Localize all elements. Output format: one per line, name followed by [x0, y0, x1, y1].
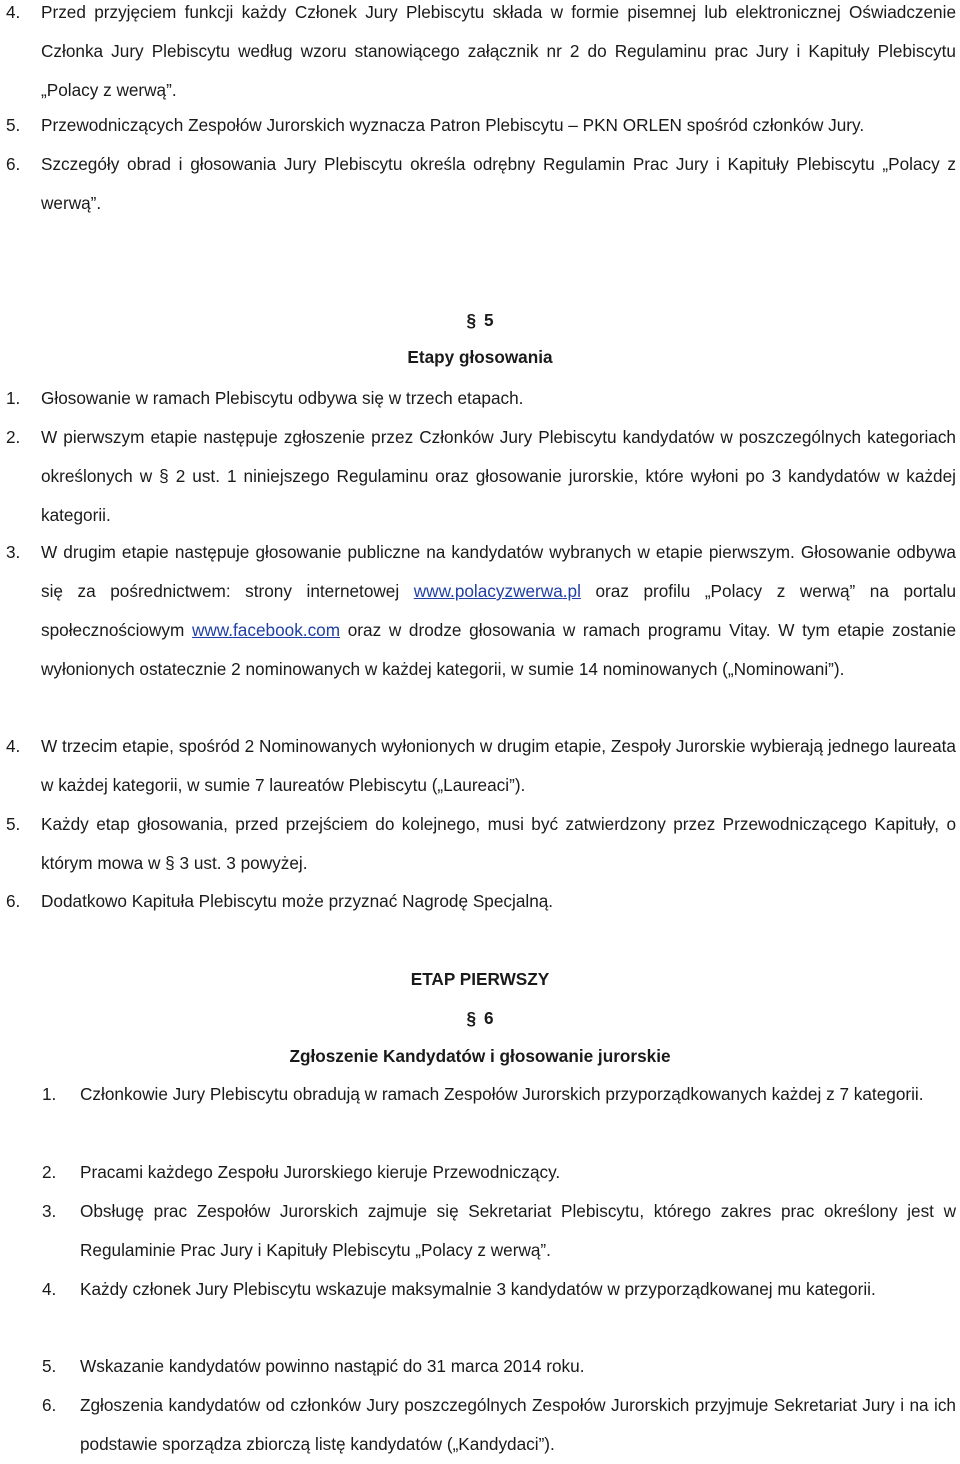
- list-item: [42, 1270, 956, 1309]
- item-number: 2.: [6, 427, 21, 447]
- item-number: 5.: [6, 115, 21, 135]
- item-text: Dodatkowo Kapituła Plebiscytu może przyznać Nagrodę Specjalną.: [41, 891, 554, 911]
- item-number: 1.: [42, 1084, 57, 1104]
- section-number: 6: [484, 1008, 494, 1028]
- website-link[interactable]: www.polacyzwerwa.pl: [413, 581, 581, 601]
- section-sign: §: [466, 310, 476, 330]
- list-item: [6, 418, 956, 535]
- list-item: [42, 1075, 956, 1114]
- item-text: Pracami każdego Zespołu Jurorskiego kieruje Przewodniczący.: [80, 1162, 561, 1182]
- item-number: 3.: [42, 1201, 57, 1221]
- item-text-part: W drugim etapie następuje głosowanie publiczne na kandydatów wybranych w etapie pierwszym. Głosowanie odbywa się za pośrednictwem: strony internetowej: [41, 542, 956, 601]
- list-item: [42, 1153, 956, 1192]
- item-number: 4.: [42, 1279, 57, 1299]
- section-heading-6: [0, 1006, 960, 1030]
- section-number: 5: [484, 310, 494, 330]
- stage-heading: ETAP PIERWSZY: [410, 969, 550, 989]
- item-text: Każdy etap głosowania, przed przejściem do kolejnego, musi być zatwierdzony przez Przewodniczącego Kapituły, o którym mowa w § 3 ust. 3 powyżej.: [41, 814, 956, 873]
- item-text-part: oraz profilu „Polacy z werwą” na portalu społecznościowym: [41, 581, 957, 640]
- item-text: [41, 533, 956, 689]
- item-number: 4.: [6, 736, 21, 756]
- section-title: Zgłoszenie Kandydatów i głosowanie jurorskie: [289, 1046, 671, 1066]
- item-text: Każdy członek Jury Plebiscytu wskazuje maksymalnie 3 kandydatów w przyporządkowanej mu kategorii.: [80, 1279, 876, 1299]
- list-item: [6, 727, 956, 805]
- item-text: Członkowie Jury Plebiscytu obradują w ramach Zespołów Jurorskich przyporządkowanych każdej z 7 kategorii.: [80, 1084, 924, 1104]
- list-item: [6, 145, 956, 223]
- item-text: Przewodniczących Zespołów Jurorskich wyznacza Patron Plebiscytu – PKN ORLEN spośród członków Jury.: [41, 115, 865, 135]
- item-text: Wskazanie kandydatów powinno nastąpić do 31 marca 2014 roku.: [80, 1356, 585, 1376]
- item-text: Przed przyjęciem funkcji każdy Członek Jury Plebiscytu składa w formie pisemnej lub elektronicznej Oświadczenie Członka Jury Plebiscytu według wzoru stanowiącego załącznik nr 2 do Regulaminu prac Jury i Kapituły Plebiscytu „Polacy z werwą”.: [41, 2, 956, 100]
- item-number: 6.: [42, 1395, 57, 1415]
- list-item: [42, 1192, 956, 1270]
- item-text: Obsługę prac Zespołów Jurorskich zajmuje się Sekretariat Plebiscytu, którego zakres prac określony jest w Regulaminie Prac Jury i Kapituły Plebiscytu „Polacy z werwą”.: [80, 1201, 956, 1260]
- list-item: [6, 0, 956, 110]
- list-item: [6, 533, 956, 689]
- item-text: Szczegóły obrad i głosowania Jury Plebiscytu określa odrębny Regulamin Prac Jury i Kapituły Plebiscytu „Polacy z werwą”.: [41, 154, 956, 213]
- item-number: 6.: [6, 891, 21, 911]
- item-text: Zgłoszenia kandydatów od członków Jury poszczególnych Zespołów Jurorskich przyjmuje Sekretariat Jury i na ich podstawie sporządza zbiorczą listę kandydatów („Kandydaci”).: [80, 1395, 956, 1454]
- item-number: 5.: [42, 1356, 57, 1376]
- item-number: 5.: [6, 814, 21, 834]
- item-number: 2.: [42, 1162, 57, 1182]
- section-heading-5: [0, 308, 960, 332]
- list-item: [6, 379, 956, 418]
- item-text: W pierwszym etapie następuje zgłoszenie przez Członków Jury Plebiscytu kandydatów w poszczególnych kategoriach określonych w § 2 ust. 1 niniejszego Regulaminu oraz głosowanie jurorskie, które wyłoni po 3 kandydatów w każdej kategorii.: [41, 427, 956, 525]
- facebook-link[interactable]: www.facebook.com: [191, 620, 341, 640]
- item-text: Głosowanie w ramach Plebiscytu odbywa się w trzech etapach.: [41, 388, 524, 408]
- item-text-part: oraz w drodze głosowania w ramach programu Vitay. W tym etapie zostanie wyłonionych ostatecznie 2 nominowanych w każdej kategorii, w sumie 14 nominowanych („Nominowani”).: [41, 620, 956, 679]
- item-number: 3.: [6, 542, 21, 562]
- list-item: [42, 1347, 956, 1386]
- list-item: [42, 1386, 956, 1464]
- section-sign: §: [466, 1008, 476, 1028]
- list-item: [6, 882, 956, 921]
- section-title: Etapy głosowania: [407, 347, 553, 367]
- list-item: [6, 106, 956, 145]
- list-item: [6, 805, 956, 883]
- item-number: 1.: [6, 388, 21, 408]
- item-number: 4.: [6, 2, 21, 22]
- item-text: W trzecim etapie, spośród 2 Nominowanych wyłonionych w drugim etapie, Zespoły Jurorskie wybierają jednego laureata w każdej kategorii, w sumie 7 laureatów Plebiscytu („Laureaci”).: [41, 736, 956, 795]
- item-number: 6.: [6, 154, 21, 174]
